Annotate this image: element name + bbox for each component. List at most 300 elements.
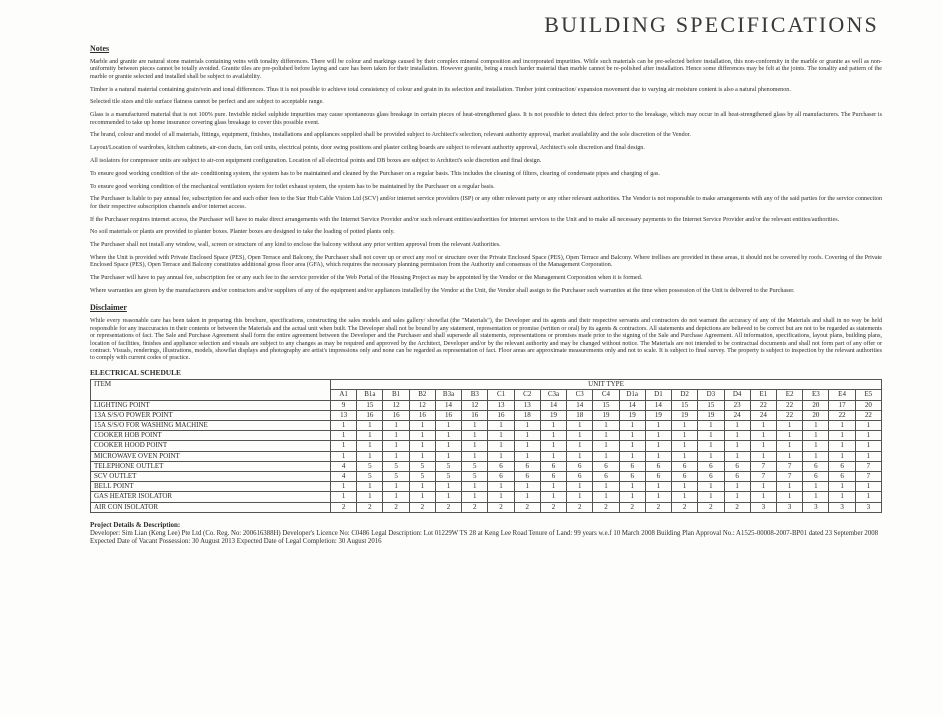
quantity-cell: 1 [698,492,724,502]
item-label: GAS HEATER ISOLATOR [91,492,331,502]
quantity-cell: 4 [331,461,357,471]
unit-type-column-header: B2 [409,390,435,400]
quantity-cell: 2 [698,502,724,512]
quantity-cell: 7 [855,472,881,482]
quantity-cell: 6 [567,472,593,482]
item-label: BELL POINT [91,482,331,492]
quantity-cell: 16 [462,410,488,420]
quantity-cell: 1 [462,431,488,441]
quantity-cell: 1 [593,441,619,451]
electrical-schedule-heading: ELECTRICAL SCHEDULE [90,368,181,378]
note-paragraph: To ensure good working condition of the air- conditioning system, the system has to be maintained and cleaned by the Purchaser on a regular basis. This includes the cleaning of filters, clearing of condensate pipes and charging of gas. [90,170,660,177]
quantity-cell: 19 [540,410,566,420]
quantity-cell: 6 [567,461,593,471]
item-label: SCV OUTLET [91,472,331,482]
quantity-cell: 1 [672,492,698,502]
table-row [91,502,882,512]
quantity-cell: 23 [724,400,750,410]
notes-heading: Notes [90,44,110,53]
quantity-cell: 6 [593,472,619,482]
quantity-cell: 24 [750,410,776,420]
quantity-cell: 1 [383,451,409,461]
quantity-cell: 1 [776,441,802,451]
quantity-cell: 1 [488,482,514,492]
unit-type-column-header: C4 [593,390,619,400]
project-details-heading: Project Details & Description: [90,520,181,529]
quantity-cell: 1 [514,421,540,431]
unit-type-column-header: E2 [776,390,802,400]
note-paragraph: Layout/Location of wardrobes, kitchen cabinets, air-con ducts, fan coil units, electrical points, door swing positions and plaster ceiling boards are subject to relevant authority approval, Architect's sole discretion and final design. [90,145,645,152]
quantity-cell: 5 [357,461,383,471]
quantity-cell: 13 [514,400,540,410]
quantity-cell: 2 [488,502,514,512]
quantity-cell: 14 [567,400,593,410]
unit-type-column-header: E3 [803,390,829,400]
quantity-cell: 1 [383,431,409,441]
quantity-cell: 1 [724,492,750,502]
unit-type-column-header: D1a [619,390,645,400]
quantity-cell: 6 [540,472,566,482]
quantity-cell: 6 [488,472,514,482]
quantity-cell: 6 [619,461,645,471]
quantity-cell: 1 [540,421,566,431]
quantity-cell: 22 [855,410,881,420]
table-row [91,410,882,420]
quantity-cell: 5 [357,472,383,482]
note-paragraph: The Purchaser shall not install any window, wall, screen or structure of any kind to enclose the balcony without any prior written approval from the relevant Authorities. [90,242,501,249]
note-paragraph: Marble and granite are natural stone materials containing veins with tonality differences. There will be colour and markings caused by their complex mineral composition and incorporated impurities. While such materials can be pre-selected before installation, this non-conformity in the marble or granite as well as non-uniformity between pieces cannot be totally avoided. Granite tiles are pre-polished before laying and care has been taken for their installation. However granite, being a much harder material than marble cannot be re-polished after installation. Hence some differences may be felt at the joints. The tonality and pattern of the marble or granite selected and installed shall be subject to availability. [90,59,882,80]
note-paragraph: The Purchaser will have to pay annual fee, subscription fee or any such fee to the service provider of the Web Portal of the Housing Project as may be appointed by the Vendor or the Management Corporation when it is formed. [90,275,643,282]
quantity-cell: 7 [776,461,802,471]
project-details-text: Developer: Sim Lian (Keng Lee) Pte Ltd (Co. Reg. No: 200616388H) Developer's Licence No: C0486 Legal Description: Lot 01229W TS 28 at Keng Lee Road Tenure of Land: 99 years w.e.f 10 March 2008 Building Plan Approval No.: A1525-00008-2007-BP01 dated 23 September 2008 Expected Date of Vacant Possession: 30 August 2013 Expected Date of Legal Completion: 30 August 2016 [90,529,879,545]
quantity-cell: 6 [619,472,645,482]
quantity-cell: 1 [331,421,357,431]
quantity-cell: 2 [331,502,357,512]
quantity-cell: 19 [619,410,645,420]
quantity-cell: 2 [462,502,488,512]
quantity-cell: 1 [357,482,383,492]
quantity-cell: 6 [488,461,514,471]
quantity-cell: 1 [619,482,645,492]
quantity-cell: 1 [357,492,383,502]
quantity-cell: 1 [750,431,776,441]
quantity-cell: 22 [829,410,855,420]
unit-type-column-header: D3 [698,390,724,400]
quantity-cell: 1 [619,451,645,461]
quantity-cell: 6 [829,461,855,471]
quantity-cell: 2 [409,502,435,512]
unit-type-column-header: B1a [357,390,383,400]
quantity-cell: 1 [750,421,776,431]
quantity-cell: 12 [409,400,435,410]
unit-type-column-header: E1 [750,390,776,400]
quantity-cell: 6 [514,472,540,482]
quantity-cell: 1 [462,482,488,492]
table-row [91,472,882,482]
quantity-cell: 6 [803,472,829,482]
quantity-cell: 3 [855,502,881,512]
quantity-cell: 14 [540,400,566,410]
quantity-cell: 1 [750,441,776,451]
quantity-cell: 1 [829,492,855,502]
quantity-cell: 1 [698,421,724,431]
quantity-cell: 6 [698,472,724,482]
quantity-cell: 5 [462,472,488,482]
quantity-cell: 1 [567,451,593,461]
quantity-cell: 1 [488,492,514,502]
quantity-cell: 22 [776,400,802,410]
quantity-cell: 1 [619,492,645,502]
quantity-cell: 1 [698,441,724,451]
quantity-cell: 1 [698,451,724,461]
quantity-cell: 1 [776,431,802,441]
quantity-cell: 1 [829,482,855,492]
quantity-cell: 6 [645,461,671,471]
table-row [91,421,882,431]
quantity-cell: 6 [672,472,698,482]
quantity-cell: 2 [383,502,409,512]
electrical-schedule-table [90,379,882,513]
quantity-cell: 15 [357,400,383,410]
quantity-cell: 1 [514,431,540,441]
quantity-cell: 7 [750,472,776,482]
quantity-cell: 3 [829,502,855,512]
quantity-cell: 5 [435,472,461,482]
quantity-cell: 24 [724,410,750,420]
quantity-cell: 20 [855,400,881,410]
quantity-cell: 1 [488,421,514,431]
unit-type-column-header: D2 [672,390,698,400]
unit-type-column-header: C3 [567,390,593,400]
quantity-cell: 1 [435,492,461,502]
quantity-cell: 1 [672,482,698,492]
quantity-cell: 3 [750,502,776,512]
quantity-cell: 6 [803,461,829,471]
quantity-cell: 1 [567,441,593,451]
quantity-cell: 1 [750,451,776,461]
quantity-cell: 5 [409,472,435,482]
quantity-cell: 14 [619,400,645,410]
quantity-cell: 1 [409,431,435,441]
quantity-cell: 14 [435,400,461,410]
quantity-cell: 1 [829,431,855,441]
quantity-cell: 1 [672,441,698,451]
quantity-cell: 12 [383,400,409,410]
quantity-cell: 1 [514,492,540,502]
quantity-cell: 1 [357,451,383,461]
quantity-cell: 1 [435,482,461,492]
quantity-cell: 1 [803,492,829,502]
document-body [90,44,882,546]
quantity-cell: 2 [672,502,698,512]
quantity-cell: 6 [698,461,724,471]
quantity-cell: 1 [331,451,357,461]
table-row [91,441,882,451]
quantity-cell: 1 [331,482,357,492]
unit-type-column-header: B1 [383,390,409,400]
quantity-cell: 1 [645,441,671,451]
quantity-cell: 1 [803,482,829,492]
item-label: COOKER HOOD POINT [91,441,331,451]
quantity-cell: 2 [435,502,461,512]
quantity-cell: 1 [383,441,409,451]
quantity-cell: 12 [462,400,488,410]
note-paragraph: Selected tile sizes and tile surface flatness cannot be perfect and are subject to acceptable range. [90,99,324,106]
unit-type-column-header: C2 [514,390,540,400]
page-title: BUILDING SPECIFICATIONS [544,12,879,37]
quantity-cell: 1 [803,431,829,441]
quantity-cell: 13 [488,400,514,410]
quantity-cell: 1 [776,451,802,461]
quantity-cell: 1 [855,441,881,451]
quantity-cell: 6 [829,472,855,482]
quantity-cell: 7 [855,461,881,471]
quantity-cell: 1 [776,482,802,492]
quantity-cell: 1 [462,441,488,451]
quantity-cell: 2 [724,502,750,512]
quantity-cell: 1 [672,421,698,431]
note-paragraph: Where warranties are given by the manufacturers and/or contractors and/or suppliers of any of the equipment and/or appliances installed by the Vendor at the Unit, the Vendor shall assign to the Purchaser such warranties at the time when possession of the Unit is delivered to the Purchaser. [90,287,795,294]
quantity-cell: 16 [383,410,409,420]
quantity-cell: 17 [829,400,855,410]
quantity-cell: 19 [672,410,698,420]
quantity-cell: 1 [829,451,855,461]
note-paragraph: To ensure good working condition of the mechanical ventilation system for toilet exhaust system, the system has to be maintained by the Purchaser on a regular basis. [90,183,495,190]
quantity-cell: 1 [409,451,435,461]
item-label: MICROWAVE OVEN POINT [91,451,331,461]
quantity-cell: 15 [593,400,619,410]
quantity-cell: 1 [855,451,881,461]
quantity-cell: 1 [567,421,593,431]
quantity-cell: 1 [803,451,829,461]
quantity-cell: 3 [803,502,829,512]
unit-type-column-header: C1 [488,390,514,400]
quantity-cell: 1 [672,451,698,461]
quantity-cell: 2 [540,502,566,512]
quantity-cell: 5 [435,461,461,471]
unit-type-column-header: A1 [331,390,357,400]
item-label: LIGHTING POINT [91,400,331,410]
quantity-cell: 1 [409,441,435,451]
quantity-cell: 1 [803,441,829,451]
quantity-cell: 1 [855,482,881,492]
quantity-cell: 2 [619,502,645,512]
quantity-cell: 6 [540,461,566,471]
table-row [91,451,882,461]
quantity-cell: 18 [514,410,540,420]
quantity-cell: 1 [514,451,540,461]
quantity-cell: 1 [462,451,488,461]
quantity-cell: 6 [514,461,540,471]
quantity-cell: 1 [567,492,593,502]
unit-type-column-header: D1 [645,390,671,400]
quantity-cell: 2 [514,502,540,512]
quantity-cell: 1 [724,431,750,441]
table-row [91,482,882,492]
quantity-cell: 1 [593,451,619,461]
unit-type-column-header: E4 [829,390,855,400]
quantity-cell: 6 [672,461,698,471]
quantity-cell: 1 [724,451,750,461]
table-row [91,492,882,502]
quantity-cell: 5 [383,472,409,482]
quantity-cell: 6 [593,461,619,471]
quantity-cell: 2 [593,502,619,512]
quantity-cell: 5 [383,461,409,471]
quantity-cell: 1 [776,421,802,431]
quantity-cell: 1 [645,451,671,461]
quantity-cell: 1 [409,492,435,502]
quantity-cell: 1 [672,431,698,441]
note-paragraph: Where the Unit is provided with Private Enclosed Space (PES), Open Terrace and Balcony, the Purchaser shall not cover up or erect any roof or structure over the Private Enclosed Space (PES), Open Terrace and Balcony. Where trellises are provided in these areas, it should not be covered by roofs. Covering of the Private Enclosed Space (PES), Open Terrace and Balcony constitutes additional gross floor area (GFA), which requires the necessary planning permission from the Authority and consensus of the Management Corporation. [90,254,882,269]
quantity-cell: 16 [435,410,461,420]
quantity-cell: 4 [331,472,357,482]
quantity-cell: 1 [409,421,435,431]
quantity-cell: 1 [803,421,829,431]
quantity-cell: 1 [462,421,488,431]
quantity-cell: 1 [645,492,671,502]
note-paragraph: Glass is a manufactured material that is not 100% pure. Invisible nickel sulphide impurities may cause spontaneous glass breakage in certain pieces of heat-strengthened glass. It is not possible to detect this defect prior to the breakage, which may occur in all heat-strengthened glass by all manufacturers. The Purchaser is recommended to take up home insurance covering glass breakage to cover this possible event. [90,112,882,126]
quantity-cell: 3 [776,502,802,512]
quantity-cell: 16 [488,410,514,420]
quantity-cell: 1 [645,431,671,441]
quantity-cell: 1 [435,431,461,441]
quantity-cell: 1 [724,482,750,492]
quantity-cell: 1 [567,482,593,492]
quantity-cell: 1 [698,431,724,441]
disclaimer-heading: Disclaimer [90,303,127,313]
quantity-cell: 20 [803,400,829,410]
quantity-cell: 1 [514,441,540,451]
unit-type-column-header: E5 [855,390,881,400]
item-label: AIR CON ISOLATOR [91,502,331,512]
quantity-cell: 19 [645,410,671,420]
unit-type-column-header: D4 [724,390,750,400]
quantity-cell: 1 [645,482,671,492]
quantity-cell: 1 [409,482,435,492]
quantity-cell: 1 [567,431,593,441]
quantity-cell: 1 [855,431,881,441]
quantity-cell: 5 [409,461,435,471]
quantity-cell: 1 [331,431,357,441]
quantity-cell: 1 [331,441,357,451]
quantity-cell: 2 [645,502,671,512]
item-label: TELEPHONE OUTLET [91,461,331,471]
quantity-cell: 15 [672,400,698,410]
unit-type-column-header: C3a [540,390,566,400]
quantity-cell: 1 [540,441,566,451]
quantity-cell: 1 [750,492,776,502]
quantity-cell: 1 [540,492,566,502]
quantity-cell: 1 [619,441,645,451]
quantity-cell: 19 [698,410,724,420]
quantity-cell: 6 [724,461,750,471]
quantity-cell: 1 [331,492,357,502]
item-label: 15A S/S/O FOR WASHING MACHINE [91,421,331,431]
quantity-cell: 1 [593,482,619,492]
quantity-cell: 1 [619,431,645,441]
quantity-cell: 1 [540,451,566,461]
quantity-cell: 1 [357,431,383,441]
quantity-cell: 5 [462,461,488,471]
quantity-cell: 1 [540,482,566,492]
table-row [91,461,882,471]
unit-type-column-header: B3 [462,390,488,400]
quantity-cell: 1 [488,431,514,441]
quantity-cell: 1 [645,421,671,431]
quantity-cell: 1 [488,451,514,461]
quantity-cell: 18 [567,410,593,420]
quantity-cell: 1 [357,441,383,451]
quantity-cell: 16 [409,410,435,420]
quantity-cell: 1 [383,492,409,502]
quantity-cell: 14 [645,400,671,410]
quantity-cell: 13 [331,410,357,420]
quantity-cell: 1 [593,492,619,502]
table-row [91,431,882,441]
quantity-cell: 1 [593,421,619,431]
notes-list [90,59,882,295]
quantity-cell: 1 [829,441,855,451]
note-paragraph: Timber is a natural material containing grain/vein and tonal differences. Thus it is not possible to achieve total consistency of colour and grain in its selection and installation. Timber joint contraction/ expansion movement due to varying air moisture content is also a natural phenomenon. [90,86,791,93]
quantity-cell: 1 [750,482,776,492]
quantity-cell: 1 [462,492,488,502]
quantity-cell: 2 [357,502,383,512]
quantity-cell: 1 [855,492,881,502]
note-paragraph: If the Purchaser requires internet access, the Purchaser will have to make direct arrangements with the Internet Service Provider and/or such relevant entities/authorities for internet services to the Unit and to make all necessary payments to the Internet Service Provider and/or the relevant entities/authorities. [90,216,840,223]
quantity-cell: 22 [750,400,776,410]
quantity-cell: 1 [776,492,802,502]
note-paragraph: The brand, colour and model of all materials, fittings, equipment, finishes, installations and appliances supplied shall be provided subject to Architect's selection, relevant authority approval, market availability and the sole discretion of the Vendor. [90,132,691,139]
item-column-header: ITEM [91,380,331,400]
quantity-cell: 22 [776,410,802,420]
quantity-cell: 19 [593,410,619,420]
table-row [91,400,882,410]
quantity-cell: 6 [724,472,750,482]
disclaimer-text: While every reasonable care has been taken in preparing this brochure, specifications, constructing the sales models and sales gallery/ showflat (the "Materials"), the Developer and its agents and their respective servants and contractors do not warrant the accuracy of any of the Materials and shall in no way be held responsible for any inaccuracies in their contents or between the Materials and the actual unit when built. The Developer shall not be bound by any statement, representation or promise (written or oral) by its agents & contractors. All statements and depictions are believed to be correct but are not to be regarded as statements or representations of fact. The Sale and Purchase Agreement shall form the entire agreement between the Developer and the Purchaser and shall supersede all statements, representations or promises made prior to the signing of the Sale and Purchase Agreement. All information, specifications, layout plans, building plans, location of facilities, finishes and appliance selection and visuals are subject to any changes as may be required and approved by the Architect, Developer and/or by the relevant authority and may be changed without notice. The Materials are not intended to be contractual documents and shall not form part of any offer or contract. Visuals, renderings, illustrations, models, showflat displays and photography are artist's impressions only and none can be regarded as representation of fact. Floor areas are approximate measurements only and not to scale. It is subject to final survey. The property is subject to inspection by the relevant authorities to comply with current codes of practice. [90,318,882,362]
quantity-cell: 1 [435,441,461,451]
unit-type-column-header: B3a [435,390,461,400]
note-paragraph: No soil materials or plants are provided to planter boxes. Planter boxes are designed to take the loading of potted plants only. [90,229,395,236]
quantity-cell: 1 [540,431,566,441]
quantity-cell: 1 [855,421,881,431]
quantity-cell: 1 [593,431,619,441]
quantity-cell: 7 [776,472,802,482]
quantity-cell: 1 [357,421,383,431]
quantity-cell: 1 [383,482,409,492]
quantity-cell: 1 [829,421,855,431]
quantity-cell: 1 [383,421,409,431]
quantity-cell: 7 [750,461,776,471]
note-paragraph: All isolators for compressor units are subject to air-con equipment configuration. Location of all electrical points and DB boxes are subject to Architect's sole discretion and final design. [90,158,542,164]
note-paragraph: The Purchaser is liable to pay annual fee, subscription fee and such other fees to the Star Hub Cable Vision Ltd (SCV) and/or internet service providers (ISP) or any other relevant party or any other relevant authorities. The Vendor is not responsible to make arrangements with any of the said parties for the service connection for their respective subscription channels and/or internet access. [90,196,882,210]
quantity-cell: 1 [514,482,540,492]
item-label: COOKER HOB POINT [91,431,331,441]
quantity-cell: 1 [435,421,461,431]
quantity-cell: 20 [803,410,829,420]
quantity-cell: 16 [357,410,383,420]
unit-type-header: UNIT TYPE [331,380,882,390]
quantity-cell: 6 [645,472,671,482]
item-label: 13A S/S/O POWER POINT [91,410,331,420]
quantity-cell: 15 [698,400,724,410]
quantity-cell: 2 [567,502,593,512]
quantity-cell: 1 [698,482,724,492]
quantity-cell: 1 [724,421,750,431]
quantity-cell: 1 [724,441,750,451]
quantity-cell: 1 [619,421,645,431]
quantity-cell: 1 [488,441,514,451]
